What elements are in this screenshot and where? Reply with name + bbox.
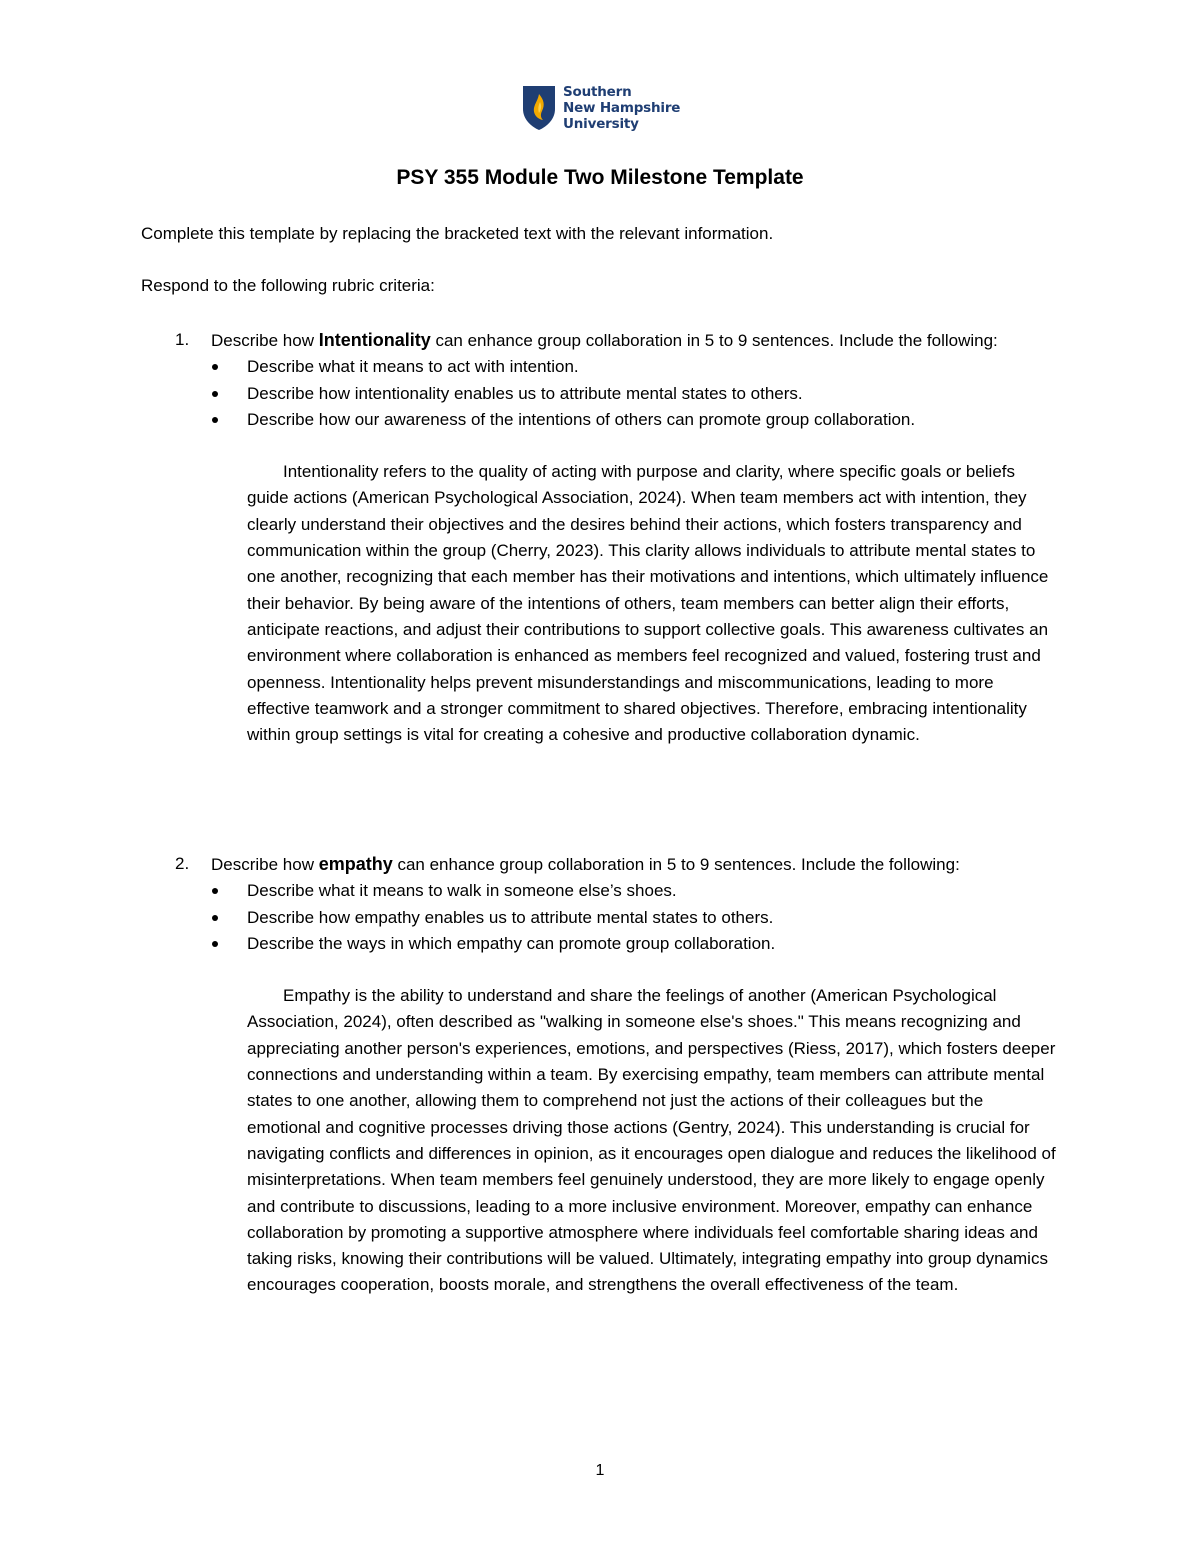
answer-paragraph: Empathy is the ability to understand and share the feelings of another (American Psychological Association, 2024), often described as "walking in someone else's shoes." This means recognizing and appreciating another person's experiences, emotions, and perspectives (Riess, 2017), which fosters deeper connections and understanding within a team. By exercising empathy, team members can attribute mental states to one another, allowing them to comprehend not just the actions of their colleagues but the emotional and cognitive processes driving those actions (Gentry, 2024). This understanding is crucial for navigating conflicts and differences in opinion, as it encourages open dialogue and reduces the likelihood of misinterpretations. When team members feel genuinely understood, they are more likely to engage openly and contribute to discussions, leading to a more inclusive environment. Moreover, empathy can enhance collaboration by promoting a supportive atmosphere where individuals feel comfortable sharing ideas and taking risks, knowing their contributions will be valued. Ultimately, integrating empathy into group dynamics encourages cooperation, boosts morale, and strengthens the overall effectiveness of the team.	[247, 986, 1056, 1295]
criteria-item	[141, 931, 1061, 957]
page-number: 1	[595, 1462, 605, 1479]
question-prompt	[141, 327, 1061, 354]
logo-line-1: Southern	[563, 84, 632, 100]
bullet-icon	[212, 941, 218, 947]
criteria-text: Describe how empathy enables us to attribute mental states to others.	[247, 907, 774, 927]
logo-wordmark	[563, 84, 680, 132]
prompt-tail: can enhance group collaboration in 5 to 9 sentences. Include the following:	[392, 855, 960, 874]
question-prompt	[141, 851, 1061, 878]
criteria-list	[141, 878, 1061, 957]
criteria-text: Describe the ways in which empathy can promote group collaboration.	[247, 933, 776, 953]
criteria-list	[141, 354, 1061, 433]
prompt-keyword: Intentionality	[318, 330, 431, 350]
question-number: 1.	[175, 330, 190, 349]
logo-line-2: New Hampshire	[563, 100, 681, 116]
question-number: 2.	[175, 854, 190, 873]
criteria-text: Describe what it means to walk in someone else’s shoes.	[247, 881, 677, 901]
document-title: PSY 355 Module Two Milestone Template	[396, 166, 804, 189]
bullet-icon	[212, 888, 218, 894]
prompt-lead: Describe how	[211, 331, 319, 350]
bullet-icon	[212, 391, 218, 397]
question-2	[141, 851, 1061, 1316]
rubric-intro-text: Respond to the following rubric criteria:	[141, 276, 435, 295]
criteria-item	[141, 905, 1061, 931]
criteria-item	[141, 407, 1061, 433]
criteria-item	[141, 878, 1061, 904]
logo-line-3: University	[563, 116, 639, 132]
bullet-icon	[212, 364, 218, 370]
prompt-tail: can enhance group collaboration in 5 to 9 sentences. Include the following:	[430, 331, 998, 350]
prompt-keyword: empathy	[318, 854, 393, 874]
criteria-text: Describe what it means to act with intention.	[247, 357, 579, 377]
criteria-text: Describe how intentionality enables us to attribute mental states to others.	[247, 383, 803, 403]
prompt-lead: Describe how	[211, 855, 319, 874]
criteria-item	[141, 354, 1061, 380]
shield-flame-icon	[522, 85, 556, 131]
instruction-text: Complete this template by replacing the bracketed text with the relevant information.	[141, 224, 774, 243]
question-1	[141, 327, 1061, 765]
snhu-logo	[522, 84, 680, 132]
bullet-icon	[212, 915, 218, 921]
answer-paragraph: Intentionality refers to the quality of acting with purpose and clarity, where specific goals or beliefs guide actions (American Psychological Association, 2024). When team members act with intention, they clearly understand their objectives and the desires behind their actions, which fosters transparency and communication within the group (Cherry, 2023). This clarity allows individuals to attribute mental states to one another, recognizing that each member has their motivations and intentions, which ultimately influence their behavior. By being aware of the intentions of others, team members can better align their efforts, anticipate reactions, and adjust their contributions to support collective goals. This awareness cultivates an environment where collaboration is enhanced as members feel recognized and valued, fostering trust and openness. Intentionality helps prevent misunderstandings and miscommunications, leading to more effective teamwork and a stronger commitment to shared objectives. Therefore, embracing intentionality within group settings is vital for creating a cohesive and productive collaboration dynamic.	[247, 462, 1049, 745]
bullet-icon	[212, 417, 218, 423]
criteria-text: Describe how our awareness of the intentions of others can promote group collaboration.	[247, 409, 916, 429]
criteria-item	[141, 381, 1061, 407]
